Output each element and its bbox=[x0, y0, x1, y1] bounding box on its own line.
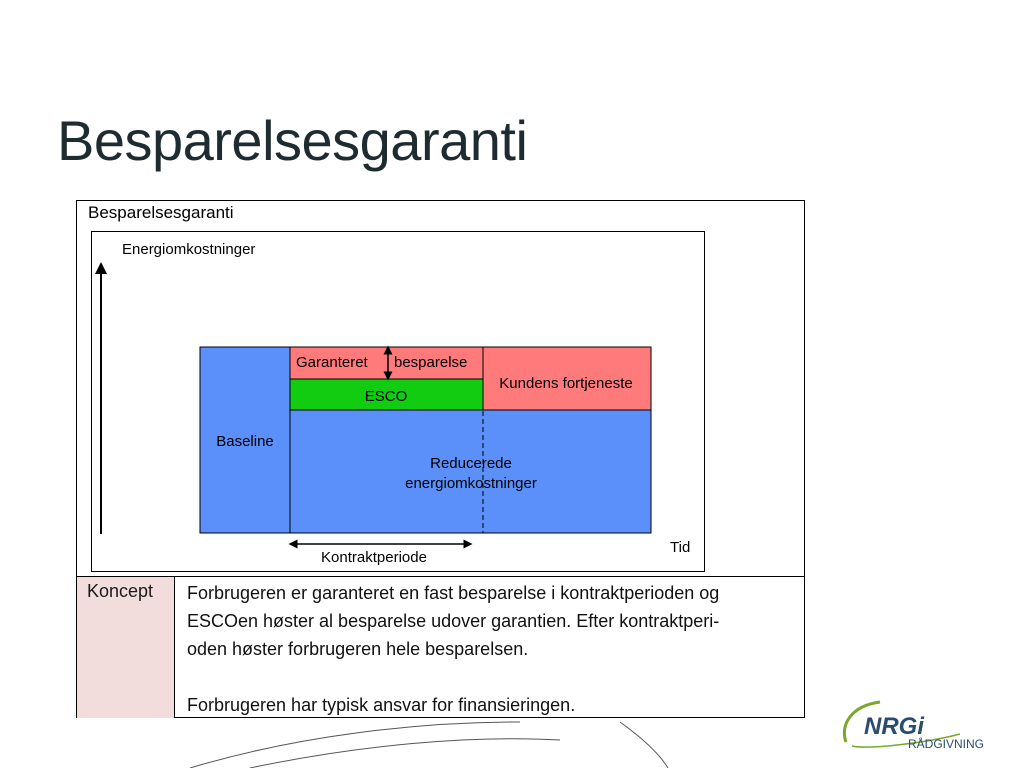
y-axis-label: Energiomkostninger bbox=[122, 241, 256, 258]
logo-name: NRGi bbox=[864, 713, 924, 740]
esco-label: ESCO bbox=[364, 388, 408, 405]
figure-box bbox=[76, 200, 805, 718]
concept-line-3: oden høster forbrugeren hele besparelsen. bbox=[187, 639, 529, 659]
figure-caption: Besparelsesgaranti bbox=[88, 203, 234, 222]
concept-label-cell bbox=[77, 577, 175, 718]
baseline-label: Baseline bbox=[216, 433, 274, 450]
concept-description bbox=[187, 579, 797, 719]
customer-profit-label: Kundens fortjeneste bbox=[499, 375, 633, 392]
savings-diagram bbox=[92, 232, 704, 571]
concept-note: Forbrugeren har typisk ansvar for finansieringen. bbox=[187, 695, 576, 715]
concept-label: Koncept bbox=[87, 581, 154, 601]
logo-subtitle: RÅDGIVNING bbox=[908, 737, 985, 751]
nrgi-logo bbox=[840, 696, 1010, 756]
concept-line-1: Forbrugeren er garanteret en fast besparelse i kontraktperioden og bbox=[187, 583, 720, 603]
concept-line-2: ESCOen høster al besparelse udover garantien. Efter kontraktperi- bbox=[187, 611, 720, 631]
guaranteed-label-left: Garanteret bbox=[296, 354, 368, 371]
reduced-costs-label-2: energiomkostninger bbox=[405, 475, 537, 492]
slide-title: Besparelsesgaranti bbox=[57, 109, 528, 172]
guaranteed-label-right: besparelse bbox=[394, 354, 468, 371]
x-axis-label: Tid bbox=[670, 539, 691, 556]
diagram-frame bbox=[91, 231, 705, 572]
contract-period-label: Kontraktperiode bbox=[321, 549, 427, 566]
reduced-costs-label-1: Reducerede bbox=[430, 455, 512, 472]
concept-row bbox=[77, 576, 804, 718]
